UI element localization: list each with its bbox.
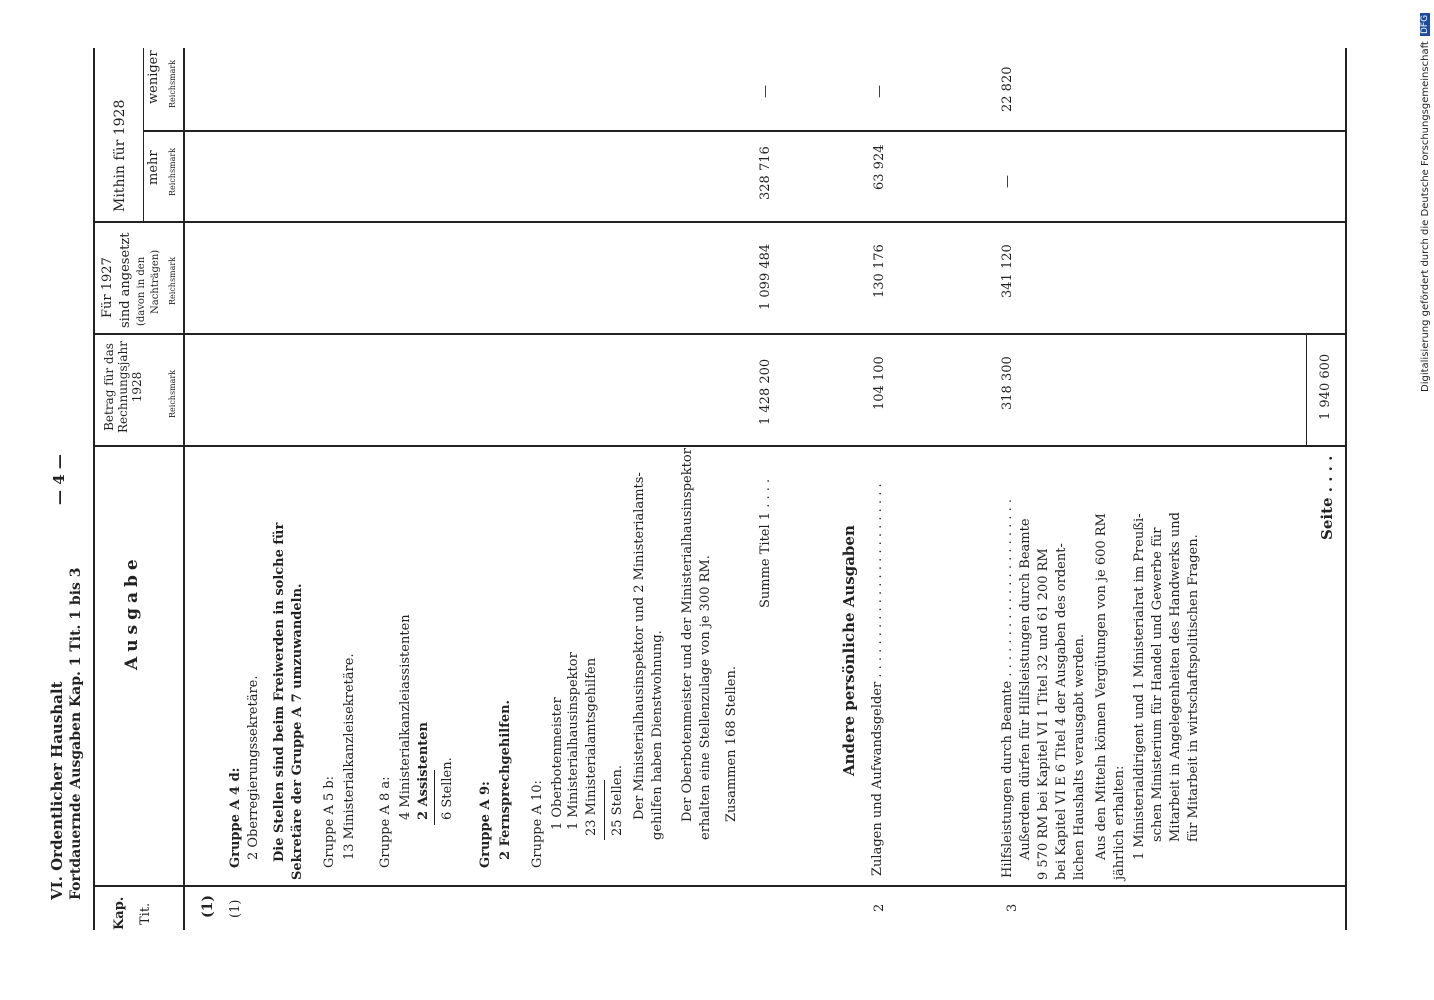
line-6-stellen: 6 Stellen. <box>440 757 455 820</box>
rule-kap <box>93 885 1347 887</box>
section-andere-ausgaben: Andere persönliche Ausgaben <box>840 525 858 776</box>
line-gruppe-a9: Gruppe A 9: <box>478 781 493 868</box>
tit3-ansatz: 341 120 <box>1000 244 1015 298</box>
rule-right <box>1345 48 1347 930</box>
line-fernsprech: 2 Fernsprechgehilfen. <box>498 699 513 860</box>
line-hilfsleistungen: Hilfsleistungen durch Beamte . . . . . . . . . . . . . . . . . . . . . . <box>1000 498 1015 878</box>
tit2-ansatz: 130 176 <box>872 244 887 298</box>
col-mehr: mehr <box>146 150 161 185</box>
line-dirigent-1: 1 Ministerialdirigent und 1 Ministerialrat im Preußi- <box>1132 513 1147 860</box>
line-dirigent-4: für Mitarbeit in wirtschaftspolitischen Fragen. <box>1186 534 1201 842</box>
line-stellen-2: Sekretäre der Gruppe A 7 umzuwandeln. <box>290 583 305 880</box>
col-kap: Kap. <box>112 896 127 930</box>
col-ansatz-l3: (davon in den <box>136 256 147 326</box>
line-gruppe-a8a: Gruppe A 8 a: <box>378 776 393 868</box>
seite-total: 1 940 600 <box>1318 353 1333 420</box>
col-ansatz-l2: sind angesetzt <box>118 232 133 328</box>
tit3-number: 3 <box>1005 903 1020 912</box>
line-jaehrlich: jährlich erhalten: <box>1112 765 1127 880</box>
col-mehr-unit: Reichsmark <box>168 147 177 196</box>
line-verguetungen: Aus den Mitteln können Vergütungen von je 600 RM <box>1094 513 1109 860</box>
tit3-betrag: 318 300 <box>1000 356 1015 410</box>
line-seite: Seite . . . . <box>1318 455 1336 540</box>
line-gruppe-a10: Gruppe A 10: <box>530 780 545 868</box>
rule-sum <box>1306 335 1307 447</box>
col-ansatz-l1: Für 1927 <box>100 257 115 318</box>
sum-rule-a10 <box>604 780 605 840</box>
col-betrag-unit: Reichsmark <box>168 369 177 418</box>
col-mithin: Mithin für 1928 <box>112 99 128 212</box>
line-kanzleisekretaere: 13 Ministerialkanzleisekretäre. <box>342 653 357 860</box>
col-ansatz-unit: Reichsmark <box>168 256 177 305</box>
line-amtsgehilfen: 23 Ministerialamtsgehilfen <box>584 657 599 836</box>
line-zulagen: Zulagen und Aufwandsgelder . . . . . . . . . . . . . . . . . . . . . . . . <box>870 483 885 876</box>
line-oberreg: 2 Oberregierungssekretäre. <box>246 675 261 860</box>
line-assistenten: 2 Assistenten <box>416 721 431 820</box>
line-hausinspektor: 1 Ministerialhausinspektor <box>566 652 581 830</box>
line-dienstwohnung-2: gehilfen haben Dienstwohnung. <box>650 630 665 840</box>
kap-number: (1) <box>200 895 216 918</box>
tit1-number: (1) <box>228 899 243 918</box>
tit2-weniger: — <box>872 85 887 98</box>
line-zusammen: Zusammen 168 Stellen. <box>724 666 739 822</box>
col-ausgabe: Ausgabe <box>122 554 142 670</box>
col-ansatz-l4: Nachträgen) <box>150 249 161 314</box>
line-dirigent-3: Mitarbeit in Angelegenheiten des Handwerks und <box>1168 512 1183 842</box>
line-stellen-1: Die Stellen sind beim Freiwerden in solche für <box>272 522 287 862</box>
rule-left <box>93 48 95 930</box>
col-tit: Tit. <box>138 902 153 925</box>
line-ausserdem-1: Außerdem dürfen für Hilfsleistungen durch Beamte <box>1018 518 1033 860</box>
line-ausserdem-3: bei Kapitel VI E 6 Titel 4 der Ausgaben des ordent- <box>1054 543 1069 880</box>
col-betrag: Betrag für das Rechnungsjahr 1928 <box>102 341 144 433</box>
dfg-logo: DFG <box>1420 14 1430 34</box>
tit3-weniger: 22 820 <box>1000 66 1015 112</box>
tit1-ansatz: 1 099 484 <box>758 243 773 310</box>
line-stellenzulage-2: erhalten eine Stellenzulage von je 300 RM. <box>698 555 713 840</box>
line-25-stellen: 25 Stellen. <box>610 764 625 836</box>
line-oberbotenmeister: 1 Oberbotenmeister <box>550 697 565 830</box>
tit2-mehr: 63 924 <box>872 144 887 190</box>
col-weniger: weniger <box>146 50 161 104</box>
line-stellenzulage-1: Der Oberbotenmeister und der Ministerialhausinspektor <box>680 448 695 822</box>
rule-after-header <box>183 48 185 930</box>
line-gruppe-a5b: Gruppe A 5 b: <box>322 775 337 868</box>
digitization-note: Digitalisierung gefördert durch die Deutsche Forschungsgemeinschaft <box>1420 41 1431 392</box>
tit1-mehr: 328 716 <box>758 146 773 200</box>
line-dirigent-2: schen Ministerium für Handel und Gewerbe für <box>1150 527 1165 842</box>
tit2-number: 2 <box>872 903 887 912</box>
tit1-betrag: 1 428 200 <box>758 358 773 425</box>
sum-rule-a8a <box>434 770 435 825</box>
rule-mehr <box>143 130 1347 132</box>
header-title-line1: VI. Ordentlicher Haushalt <box>48 681 66 900</box>
line-dienstwohnung-1: Der Ministerialhausinspektor und 2 Ministerialamts- <box>632 472 647 820</box>
page-marker: — 4 — <box>50 454 68 505</box>
line-gruppe-a4d: Gruppe A 4 d: <box>228 767 243 868</box>
tit2-betrag: 104 100 <box>872 356 887 410</box>
tit3-mehr: — <box>1000 175 1015 188</box>
line-summe-titel1: Summe Titel 1 . . . . <box>758 478 773 608</box>
rule-mithin-split <box>143 48 144 222</box>
rule-ansatz <box>93 333 1347 335</box>
header-title-line2: Fortdauernde Ausgaben Kap. 1 Tit. 1 bis 3 <box>68 567 84 900</box>
rule-betrag <box>93 445 1347 447</box>
line-ausserdem-4: lichen Haushalts verausgabt werden. <box>1072 634 1087 880</box>
line-kanzleiassistenten: 4 Ministerialkanzleiassistenten <box>398 614 413 820</box>
col-weniger-unit: Reichsmark <box>168 59 177 108</box>
rule-mithin <box>93 221 1347 223</box>
line-ausserdem-2: 9 570 RM bei Kapitel VI 1 Titel 32 und 61 200 RM <box>1036 548 1051 880</box>
tit1-weniger: — <box>758 85 773 98</box>
